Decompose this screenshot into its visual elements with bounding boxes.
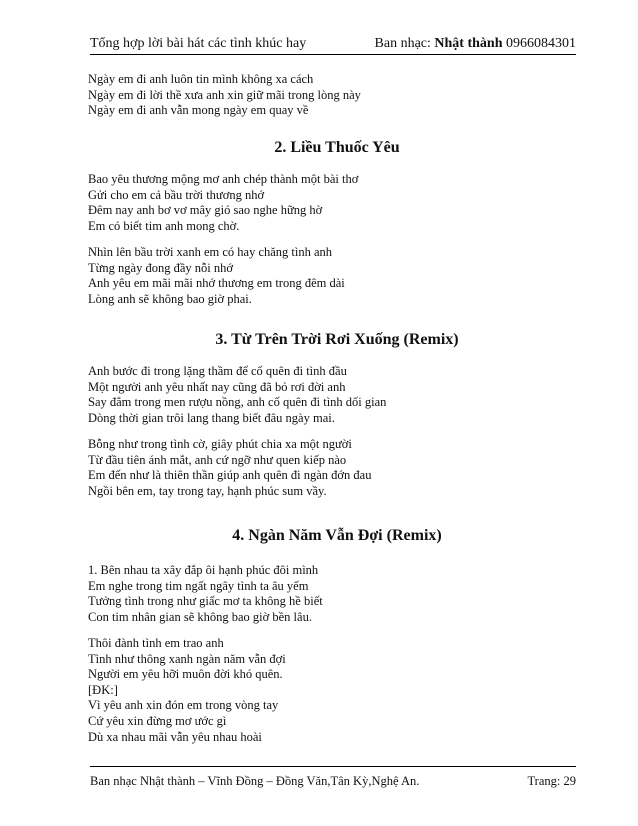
footer-address: Ban nhạc Nhật thành – Vĩnh Đồng – Đồng Văn,Tân Kỳ,Nghệ An. [90,774,420,788]
song-title: 4. Ngàn Năm Vẫn Đợi (Remix) [232,527,442,544]
lyric-line: Ngồi bên em, tay trong tay, hạnh phúc sum vầy. [88,483,327,498]
band-info [375,36,576,52]
lyric-line: Tưởng tình trong như giấc mơ ta không hề biết [88,594,323,609]
lyric-line: [ĐK:] [88,682,118,697]
lyric-line: Anh bước đi trong lặng thầm để cố quên đi tình đầu [88,364,347,378]
lyric-line: Dòng thời gian trôi lang thang biết đâu ngày mai. [88,410,335,425]
lyric-line: Em nghe trong tim ngất ngây tình ta âu yếm [88,578,309,593]
lyric-line: 1. Bên nhau ta xây đắp ôi hạnh phúc đôi mình [88,563,319,577]
song-title: 2. Liều Thuốc Yêu [274,139,400,156]
lyric-line: Đêm nay anh bơ vơ mây gió sao nghe hững hờ [88,203,323,218]
song-lyrics [88,245,588,307]
lyric-line: Vì yêu anh xin đón em trong vòng tay [88,698,279,713]
lyric-line: Bỗng như trong tình cờ, giây phút chia xa một người [88,437,352,451]
page-header [90,36,576,55]
lyric-line: Cứ yêu xin đừng mơ ước gì [88,713,227,728]
document-title: Tổng hợp lời bài hát các tình khúc hay [90,36,307,51]
lyric-line: Nhìn lên bầu trời xanh em có hay chăng tình anh [88,245,333,259]
lyric-line: Lòng anh sẽ không bao giờ phai. [88,291,252,306]
song-lyrics [88,437,588,499]
lyric-line: Tình như thông xanh ngàn năm vẫn đợi [88,651,286,666]
band-name: Nhật thành [434,36,503,51]
intro-lyrics [88,72,588,119]
page-footer [90,766,576,797]
lyric-line: Ngày em đi anh luôn tin mình không xa cách [88,72,314,86]
lyric-line: Người em yêu hỡi muôn đời khó quên. [88,667,283,682]
song-lyrics [88,563,588,625]
lyric-line: Thôi đành tình em trao anh [88,636,224,650]
song-lyrics [88,364,588,426]
lyric-line: Từ đầu tiên ánh mắt, anh cứ ngỡ như quen kiếp nào [88,452,347,467]
lyric-line: Từng ngày đong đầy nỗi nhớ [88,260,233,275]
lyric-line: Một người anh yêu nhất nay cũng đã bỏ rơi đời anh [88,379,346,394]
lyric-line: Say đắm trong men rượu nồng, anh cố quên đi tình dối gian [88,395,387,410]
lyric-line: Ngày em đi anh vẫn mong ngày em quay về [88,103,309,118]
lyric-line: Dù xa nhau mãi vẫn yêu nhau hoài [88,729,262,744]
lyric-line: Bao yêu thương mộng mơ anh chép thành một bài thơ [88,172,359,186]
song-title: 3. Từ Trên Trời Rơi Xuống (Remix) [215,331,459,348]
lyric-line: Gửi cho em cả bầu trời thương nhớ [88,187,265,202]
page-number: Trang: 29 [527,774,576,788]
lyric-line: Em có biết tim anh mong chờ. [88,218,240,233]
song-lyrics [88,172,588,234]
band-phone: 0966084301 [506,36,576,51]
lyric-line: Anh yêu em mãi mãi nhớ thương em trong đêm dài [88,276,345,291]
lyric-line: Con tim nhân gian sẽ không bao giờ bền lâu. [88,609,312,624]
lyric-line: Em đến như là thiên thần giúp anh quên đi ngàn đớn đau [88,468,372,483]
band-prefix: Ban nhạc: [374,36,431,51]
lyric-line: Ngày em đi lời thề xưa anh xin giữ mãi trong lòng này [88,87,361,102]
song-lyrics [88,636,588,745]
